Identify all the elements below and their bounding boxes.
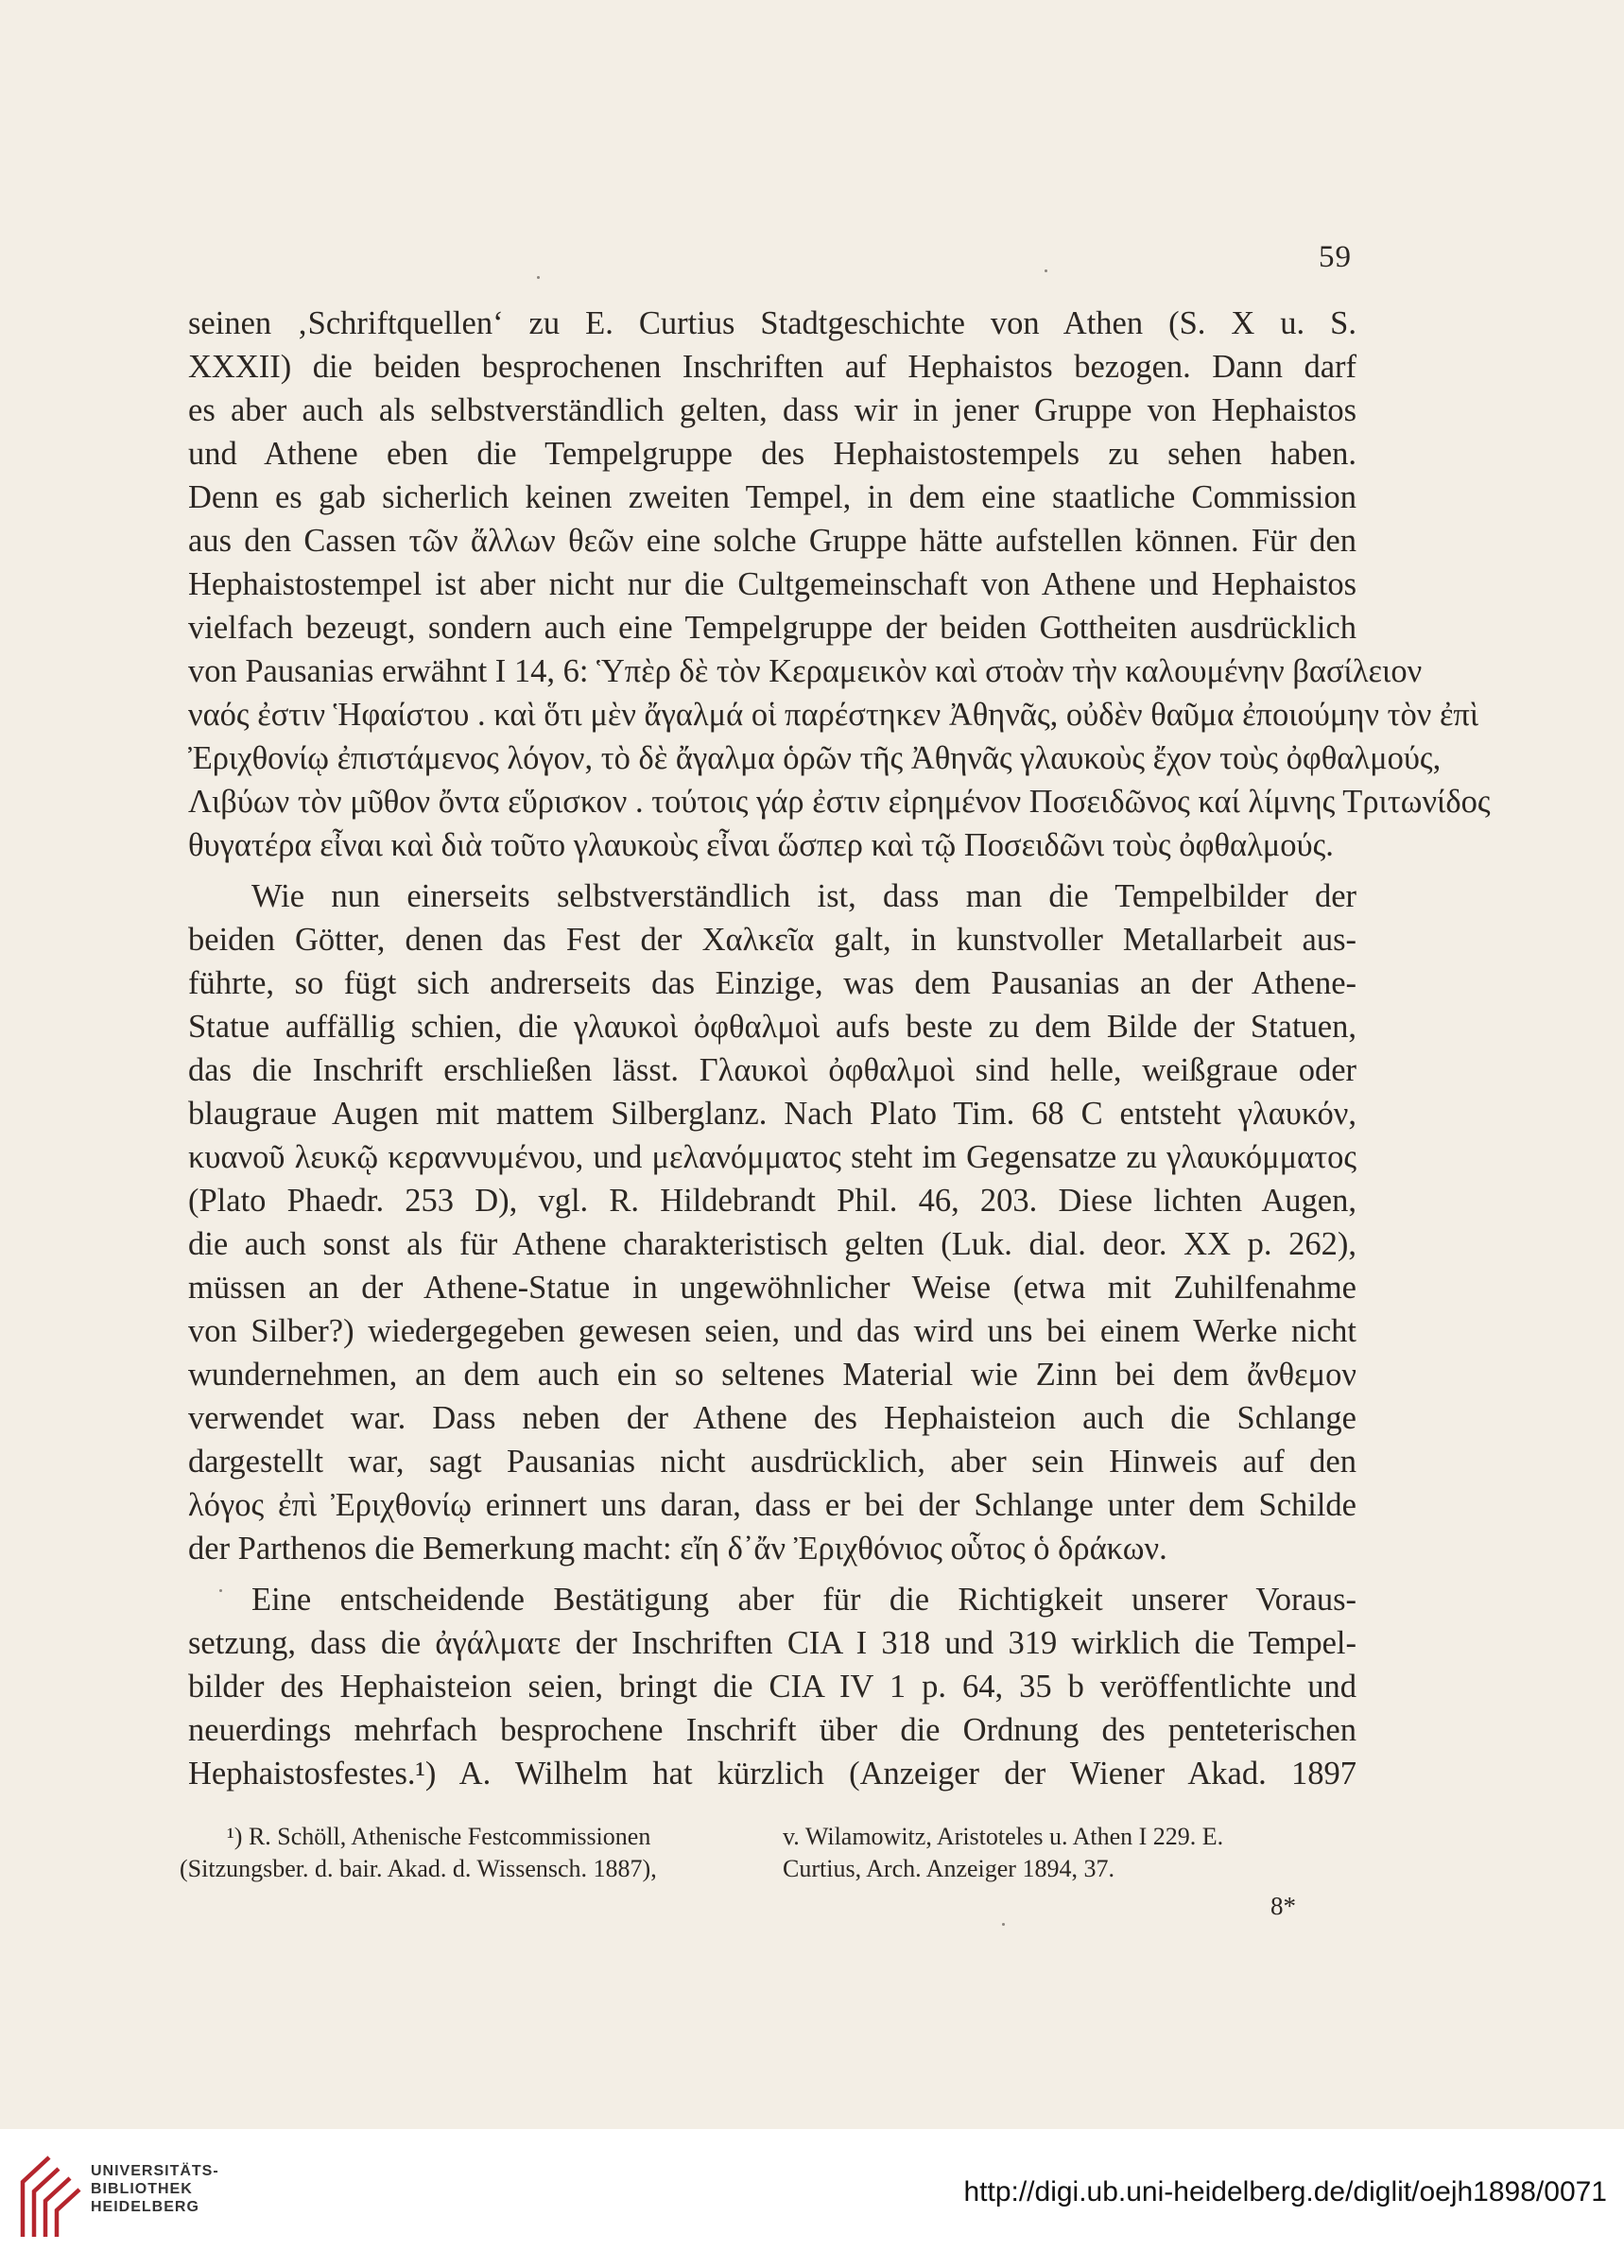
body-line: dargestellt war, sagt Pausanias nicht ausdrücklich, aber sein Hinweis auf den [188, 1444, 1356, 1480]
footnote-col2-line1: v. Wilamowitz, Aristoteles u. Athen I 229. E. [783, 1823, 1224, 1850]
body-line: ναός ἐστιν Ἡφαίστου . καὶ ὅτι μὲν ἄγαλμά οἱ παρέστηκεν Ἀθηνᾶς, οὐδὲν θαῦμα ἐποιούμην τὸν ἐπὶ [188, 697, 1479, 733]
body-line: XXXII) die beiden besprochenen Inschriften auf Hephaistos bezogen. Dann darf [188, 349, 1356, 385]
paper-speck [537, 276, 540, 279]
body-line: und Athene eben die Tempelgruppe des Hephaistostempels zu sehen haben. [188, 436, 1356, 472]
library-name: UNIVERSITÄTS- BIBLIOTHEK HEIDELBERG [91, 2163, 219, 2215]
body-line: vielfach bezeugt, sondern auch eine Tempelgruppe der beiden Gottheiten ausdrücklich [188, 610, 1356, 646]
body-line: müssen an der Athene-Statue in ungewöhnlicher Weise (etwa mit Zuhilfenahme [188, 1270, 1356, 1306]
body-line: Hephaistosfestes.¹) A. Wilhelm hat kürzlich (Anzeiger der Wiener Akad. 1897 [188, 1756, 1356, 1792]
paper-speck [219, 1589, 222, 1592]
body-line: von Pausanias erwähnt I 14, 6: Ὑπὲρ δὲ τὸν Κεραμεικὸν καὶ στοὰν τὴν καλουμένην βασίλειον [188, 653, 1423, 689]
body-line: Denn es gab sicherlich keinen zweiten Tempel, in dem eine staatliche Commission [188, 479, 1356, 515]
body-line: verwendet war. Dass neben der Athene des Hephaisteion auch die Schlange [188, 1400, 1356, 1436]
body-line: setzung, dass die ἀγάλματε der Inschriften CIA I 318 und 319 wirklich die Tempel- [188, 1625, 1356, 1661]
body-line: Ἐριχθονίῳ ἐπιστάμενος λόγον, τὸ δὲ ἄγαλμα ὁρῶν τῆς Ἀθηνᾶς γλαυκοὺς ἔχον τοὺς ὀφθαλμούς, [188, 740, 1442, 776]
body-line: blaugraue Augen mit mattem Silberglanz. Nach Plato Tim. 68 C entsteht γλαυκόν, [188, 1096, 1356, 1132]
signature-mark: 8* [1270, 1892, 1296, 1920]
footer-bar [0, 2129, 1624, 2268]
body-line: Hephaistostempel ist aber nicht nur die Cultgemeinschaft von Athene und Hephaistos [188, 566, 1356, 602]
body-line: θυγατέρα εἶναι καὶ διὰ τοῦτο γλαυκοὺς εἶναι ὥσπερ καὶ τῷ Ποσειδῶνι τοὺς ὀφθαλμούς. [188, 827, 1334, 863]
body-line: neuerdings mehrfach besprochene Inschrift über die Ordnung des penteterischen [188, 1712, 1356, 1748]
paper-speck [1002, 1923, 1005, 1926]
paragraph-start-line: Eine entscheidende Bestätigung aber für die Richtigkeit unserer Voraus- [251, 1582, 1356, 1618]
body-line: (Plato Phaedr. 253 D), vgl. R. Hildebrandt Phil. 46, 203. Diese lichten Augen, [188, 1183, 1356, 1219]
paper-speck [1045, 269, 1047, 272]
footnote-col1-line2: (Sitzungsber. d. bair. Akad. d. Wissensch. 1887), [180, 1855, 657, 1882]
page-number: 59 [1319, 240, 1352, 274]
body-line: der Parthenos die Bemerkung macht: εἴη δ᾽ἄν Ἐριχθόνιος οὗτος ὁ δράκων. [188, 1531, 1167, 1567]
body-line: λόγος ἐπὶ Ἐριχθονίῳ erinnert uns daran, dass er bei der Schlange unter dem Schilde [188, 1487, 1356, 1523]
body-line: das die Inschrift erschließen lässt. Γλαυκοὶ ὀφθαλμοὶ sind helle, weißgraue oder [188, 1052, 1356, 1088]
body-line: führte, so fügt sich andrerseits das Einzige, was dem Pausanias an der Athene- [188, 965, 1356, 1001]
body-line: κυανοῦ λευκῷ κεραννυμένου, und μελανόμματος steht im Gegensatze zu γλαυκόμματος [188, 1139, 1356, 1175]
footnote-col2-line2: Curtius, Arch. Anzeiger 1894, 37. [783, 1855, 1114, 1882]
body-line: aus den Cassen τῶν ἄλλων θεῶν eine solche Gruppe hätte aufstellen können. Für den [188, 523, 1356, 559]
paragraph-start-line: Wie nun einerseits selbstverständlich ist, dass man die Tempelbilder der [251, 878, 1356, 914]
library-logo-icon [17, 2150, 83, 2241]
body-line: bilder des Hephaisteion seien, bringt die CIA IV 1 p. 64, 35 b veröffentlichte und [188, 1669, 1356, 1705]
source-url[interactable]: http://digi.ub.uni-heidelberg.de/diglit/oejh1898/0071 [963, 2176, 1607, 2207]
body-line: seinen ‚Schriftquellen‘ zu E. Curtius Stadtgeschichte von Athen (S. X u. S. [188, 305, 1356, 341]
body-line: es aber auch als selbstverständlich gelten, dass wir in jener Gruppe von Hephaistos [188, 392, 1356, 428]
footnote-col1-line1: ¹) R. Schöll, Athenische Festcommissionen [227, 1823, 651, 1850]
body-line: Λιβύων τὸν μῦθον ὄντα εὕρισκον . τούτοις γάρ ἐστιν εἰρημένον Ποσειδῶνος καί λίμνης Τριτωνίδος [188, 784, 1491, 820]
body-line: beiden Götter, denen das Fest der Χαλκεῖα galt, in kunstvoller Metallarbeit aus- [188, 922, 1356, 958]
body-line: die auch sonst als für Athene charakteristisch gelten (Luk. dial. deor. XX p. 262), [188, 1226, 1356, 1262]
body-line: von Silber?) wiedergegeben gewesen seien, und das wird uns bei einem Werke nicht [188, 1313, 1356, 1349]
body-line: Statue auffällig schien, die γλαυκοὶ ὀφθαλμοὶ aufs beste zu dem Bilde der Statuen, [188, 1009, 1356, 1045]
body-line: wundernehmen, an dem auch ein so seltenes Material wie Zinn bei dem ἄνθεμον [188, 1357, 1356, 1393]
